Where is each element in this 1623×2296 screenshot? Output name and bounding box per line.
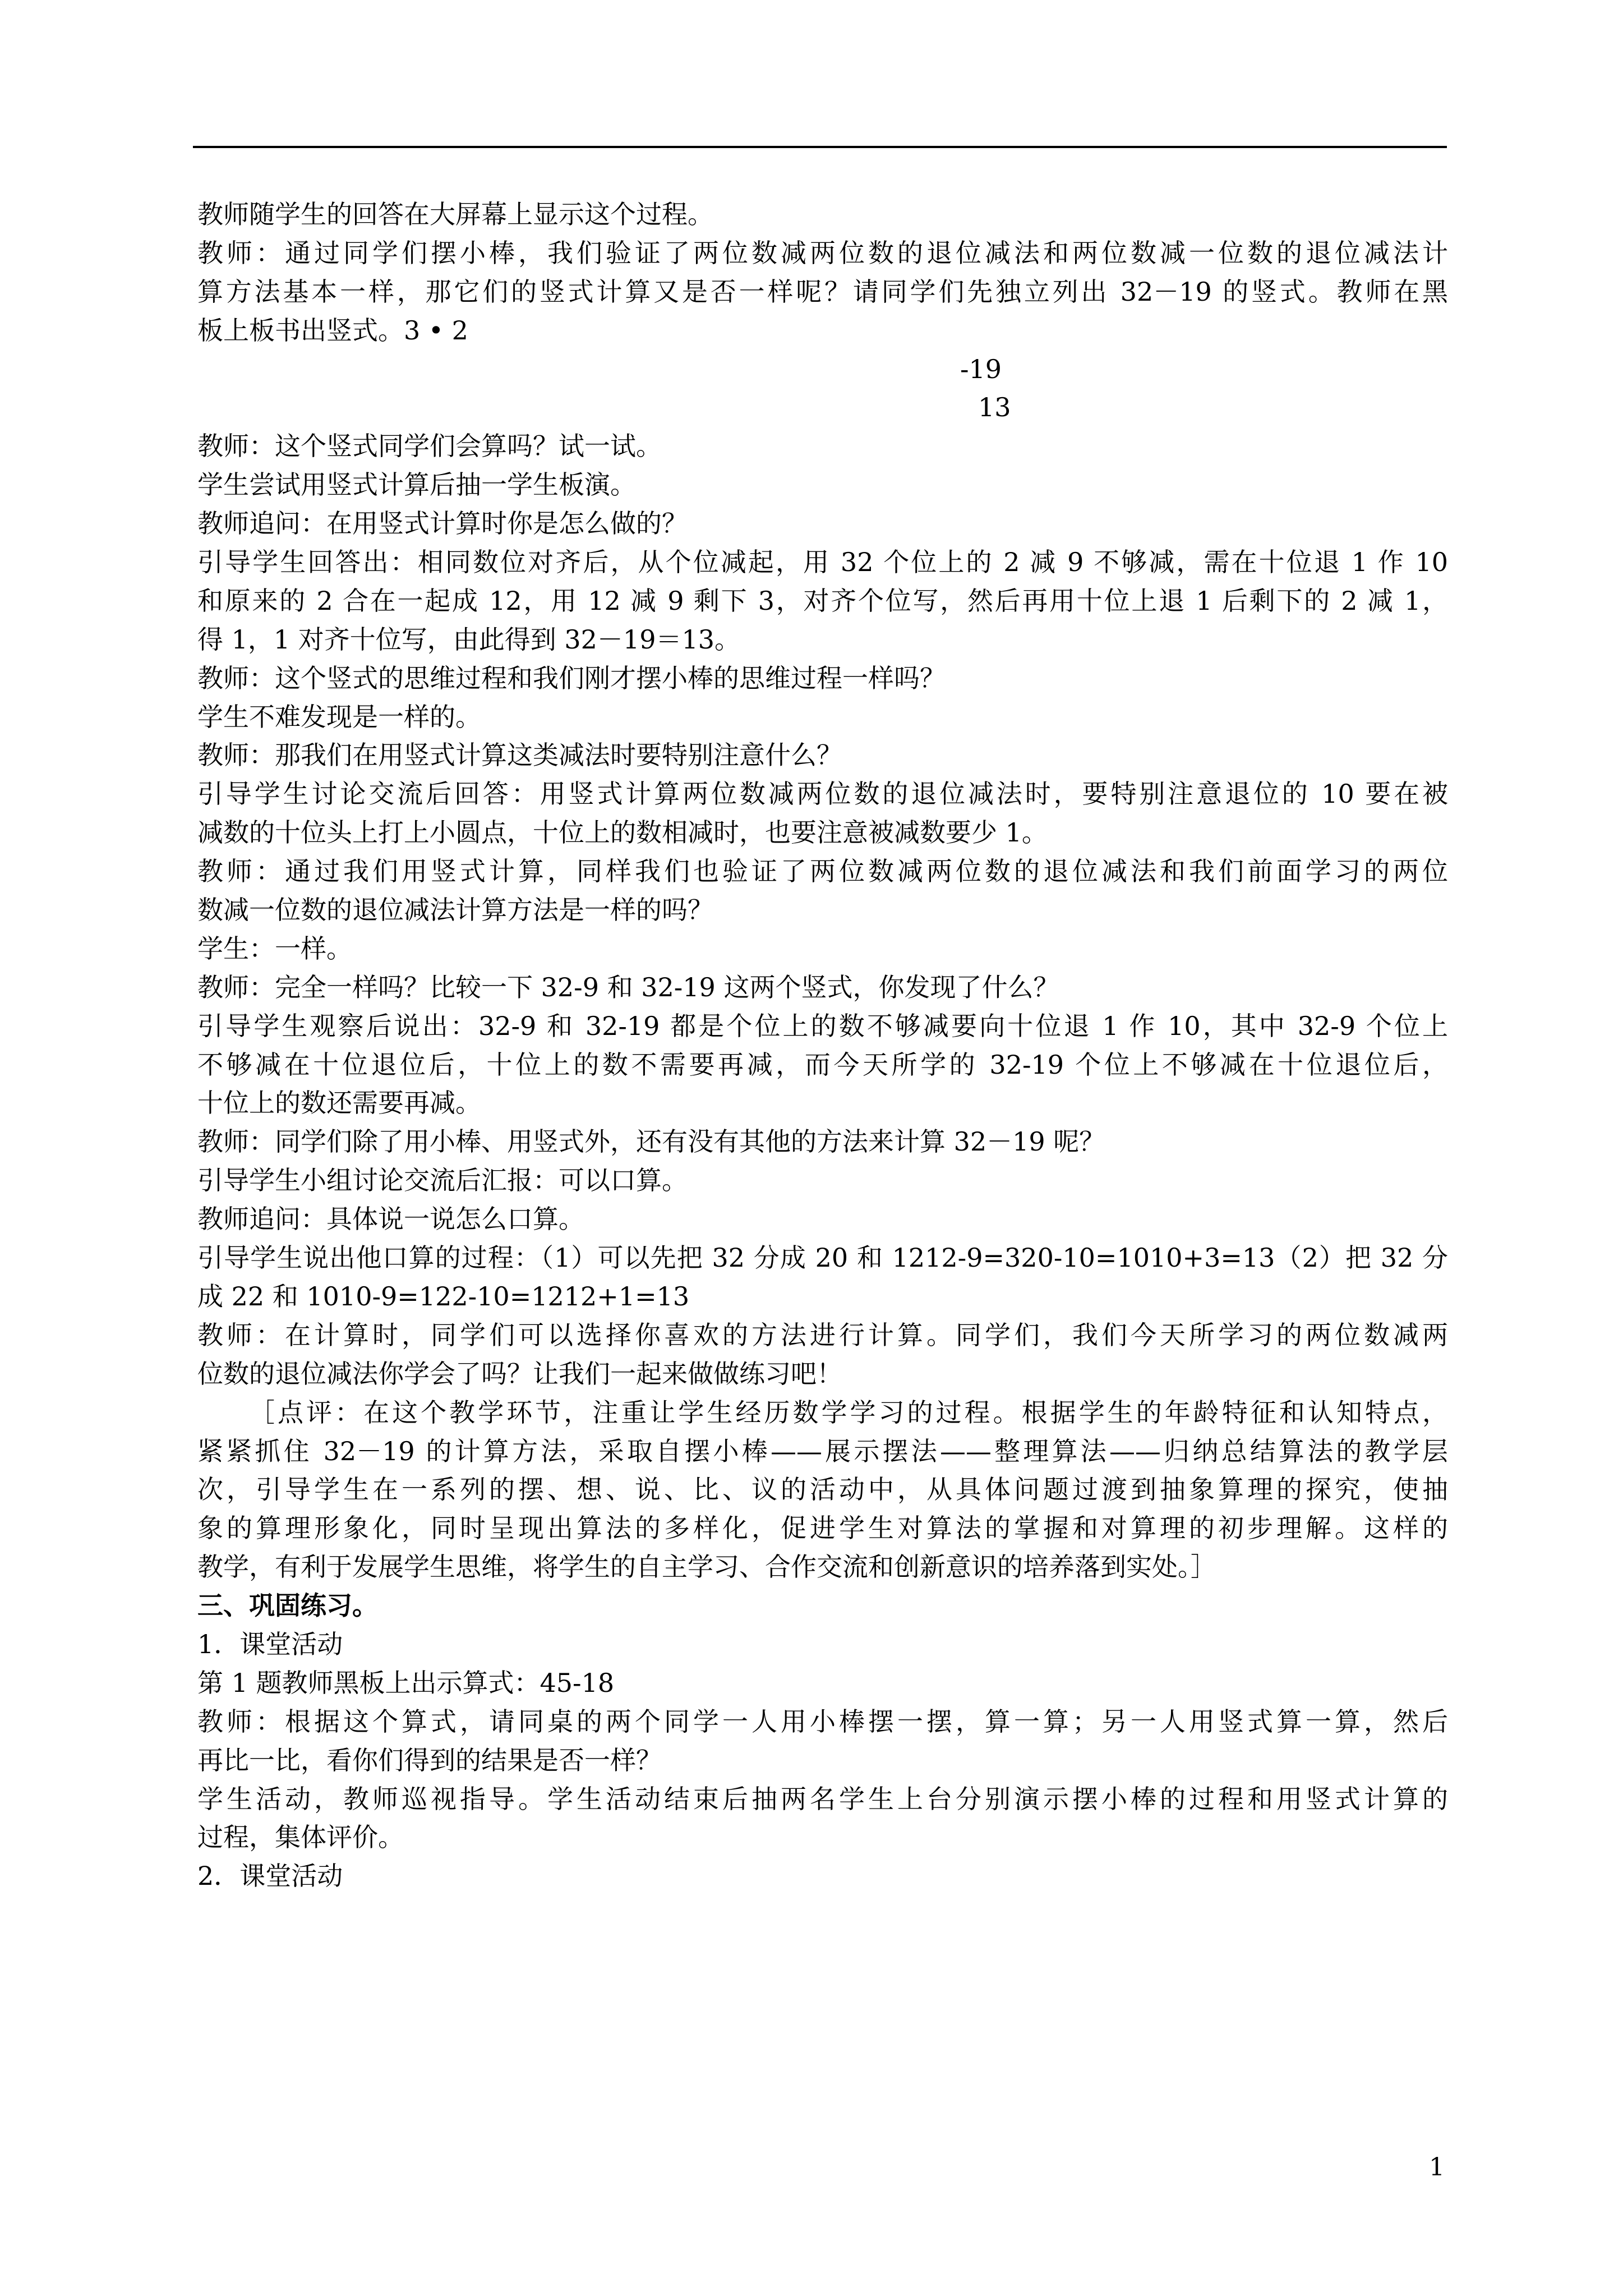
commentary-line: ［点评：在这个教学环节，注重让学生经历数学学习的过程。根据学生的年龄特征和认知特点， xyxy=(249,1397,1448,1428)
text-line: 位数的退位减法你学会了吗？让我们一起来做做练习吧！ xyxy=(197,1358,842,1389)
text-line: 引导学生观察后说出：32-9 和 32-19 都是个位上的数不够减要向十位退 1 作 10，其中 32-9 个位上 xyxy=(197,1010,1448,1041)
section-heading: 三、巩固练习。 xyxy=(197,1590,378,1621)
text-line: 引导学生回答出：相同数位对齐后，从个位减起，用 32 个位上的 2 减 9 不够减，需在十位退 1 作 10 xyxy=(197,547,1448,578)
text-line: 学生：一样。 xyxy=(197,933,352,964)
vertical-formula-result: 13 xyxy=(978,392,1011,423)
text-line: 不够减在十位退位后，十位上的数不需要再减，而今天所学的 32-19 个位上不够减在十位退位后， xyxy=(197,1049,1448,1080)
vertical-formula-subtrahend: -19 xyxy=(960,353,1002,384)
commentary-line: 象的算理形象化，同时呈现出算法的多样化，促进学生对算法的掌握和对算理的初步理解。这样的 xyxy=(197,1513,1448,1544)
document-body xyxy=(197,195,1448,1895)
text-line: 再比一比，看你们得到的结果是否一样？ xyxy=(197,1745,662,1775)
text-line: 和原来的 2 合在一起成 12，用 12 减 9 剩下 3，对齐个位写，然后再用十位上退 1 后剩下的 2 减 1， xyxy=(197,585,1448,616)
text-line: 十位上的数还需要再减。 xyxy=(197,1088,481,1119)
text-line: 教师：通过同学们摆小棒，我们验证了两位数减两位数的退位减法和两位数减一位数的退位减法计 xyxy=(197,237,1448,268)
commentary-line: 次，引导学生在一系列的摆、想、说、比、议的活动中，从具体问题过渡到抽象算理的探究，使抽 xyxy=(197,1474,1448,1505)
text-line: 教师：同学们除了用小棒、用竖式外，还有没有其他的方法来计算 32－19 呢？ xyxy=(197,1126,1105,1157)
text-line: 第 1 题教师黑板上出示算式：45-18 xyxy=(197,1667,615,1698)
subsection-heading: 2．课堂活动 xyxy=(197,1861,343,1892)
text-line: 教师追问：具体说一说怎么口算。 xyxy=(197,1204,584,1235)
text-line: 引导学生小组讨论交流后汇报：可以口算。 xyxy=(197,1165,688,1196)
text-line: 得 1，1 对齐十位写，由此得到 32－19＝13。 xyxy=(197,624,740,655)
text-line: 教师追问：在用竖式计算时你是怎么做的？ xyxy=(197,508,688,539)
text-line: 引导学生说出他口算的过程：（1）可以先把 32 分成 20 和 1212-9=320-10=1010+3=13（2）把 32 分 xyxy=(197,1243,1448,1273)
text-line: 学生活动，教师巡视指导。学生活动结束后抽两名学生上台分别演示摆小棒的过程和用竖式计算的 xyxy=(197,1783,1448,1814)
text-line: 学生不难发现是一样的。 xyxy=(197,701,481,732)
text-line: 过程，集体评价。 xyxy=(197,1822,404,1853)
commentary-line: 教学，有利于发展学生思维，将学生的自主学习、合作交流和创新意识的培养落到实处。］ xyxy=(197,1552,1216,1582)
text-line: 教师：在计算时，同学们可以选择你喜欢的方法进行计算。同学们，我们今天所学习的两位数减两 xyxy=(197,1319,1448,1350)
text-line: 成 22 和 1010-9=122-10=1212+1=13 xyxy=(197,1281,690,1312)
page-number: 1 xyxy=(1429,2153,1445,2182)
text-line: 引导学生讨论交流后回答：用竖式计算两位数减两位数的退位减法时，要特别注意退位的 10 要在被 xyxy=(197,779,1448,809)
subsection-heading: 1．课堂活动 xyxy=(197,1628,343,1659)
text-line: 教师：根据这个算式，请同桌的两个同学一人用小棒摆一摆，算一算；另一人用竖式算一算，然后 xyxy=(197,1706,1448,1737)
text-line: 教师：这个竖式同学们会算吗？试一试。 xyxy=(197,431,662,462)
commentary-line: 紧紧抓住 32－19 的计算方法，采取自摆小棒——展示摆法——整理算法——归纳总结算法的教学层 xyxy=(197,1435,1448,1466)
text-line: 教师：完全一样吗？比较一下 32-9 和 32-19 这两个竖式，你发现了什么？ xyxy=(197,972,1059,1002)
text-line: 教师：通过我们用竖式计算，同样我们也验证了两位数减两位数的退位减法和我们前面学习的两位 xyxy=(197,856,1448,887)
text-line: 学生尝试用竖式计算后抽一学生板演。 xyxy=(197,470,636,500)
text-line: 教师：这个竖式的思维过程和我们刚才摆小棒的思维过程一样吗？ xyxy=(197,662,946,693)
text-line: 算方法基本一样，那它们的竖式计算又是否一样呢？请同学们先独立列出 32－19 的竖式。教师在黑 xyxy=(197,276,1448,307)
text-line: 减数的十位头上打上小圆点，十位上的数相减时，也要注意被减数要少 1。 xyxy=(197,817,1048,848)
text-line: 数减一位数的退位减法计算方法是一样的吗？ xyxy=(197,895,713,926)
text-line: 教师随学生的回答在大屏幕上显示这个过程。 xyxy=(197,199,713,229)
header-rule xyxy=(193,146,1447,148)
text-line: 板上板书出竖式。3 • 2 xyxy=(197,315,468,346)
text-line: 教师：那我们在用竖式计算这类减法时要特别注意什么？ xyxy=(197,740,842,771)
